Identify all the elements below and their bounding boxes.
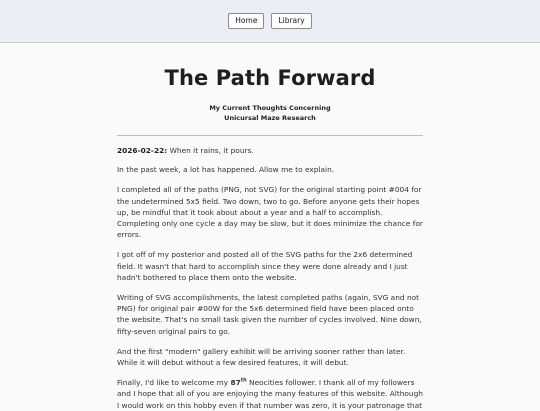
main-content xyxy=(117,66,423,411)
post-p7-before: Finally, I'd like to welcome my xyxy=(117,378,231,388)
home-button[interactable]: Home xyxy=(228,13,264,29)
post-lead-paragraph xyxy=(117,145,423,156)
post-paragraph-3: I completed all of the paths (PNG, not SVG) for the original starting point #004 for the undetermined 5x5 field. Two down, two to go. Before anyone gets their hopes up, be mindful that it took about about a year and a half to accomplish. Completing only one cycle a day may be slow, but it does minimize the chance for errors. xyxy=(117,185,423,240)
subtitle-line-2: Unicursal Maze Research xyxy=(224,113,316,122)
library-button[interactable]: Library xyxy=(271,13,311,29)
post-paragraph-2: In the past week, a lot has happened. Allow me to explain. xyxy=(117,165,335,175)
post-paragraph-4: I got off of my posterior and posted all of the SVG paths for the 2x6 determined field. It wasn't that hard to accomplish since they were done already and I just hadn't bothered to place them onto the website. xyxy=(117,250,413,282)
top-nav-bar xyxy=(0,0,540,43)
post-lead-text: When it rains, it pours. xyxy=(167,146,254,155)
post-paragraph-5: Writing of SVG accomplishments, the latest completed paths (again, SVG and not PNG) for original pair #00W for the 5x6 determined field have been placed onto the website. That's no small task given the number of cycles involved. Nine down, fifty-seven original pairs to go. xyxy=(117,293,422,336)
follower-count xyxy=(230,378,246,387)
post-date: 2026-02-22: xyxy=(117,146,168,155)
post-p7-after: Neocities follower. I thank all of my followers and I hope that all of you are enjoying the many features of this website. Although I would work on this hobby even if that number was zero, it is your patronage that xyxy=(117,378,423,410)
subtitle-line-1: My Current Thoughts Concerning xyxy=(209,104,331,112)
page-subtitle xyxy=(117,104,423,123)
page-title: The Path Forward xyxy=(164,66,376,90)
post-paragraph-7 xyxy=(117,377,423,411)
post-paragraph-6: And the first "modern" gallery exhibit will be arriving sooner rather than later. While it will debut without a few desired features, it will debut. xyxy=(117,346,406,368)
follower-count-suffix: th xyxy=(240,377,247,384)
header-divider xyxy=(117,135,423,136)
blog-post xyxy=(117,145,423,411)
follower-count-number: 87 xyxy=(230,378,241,388)
